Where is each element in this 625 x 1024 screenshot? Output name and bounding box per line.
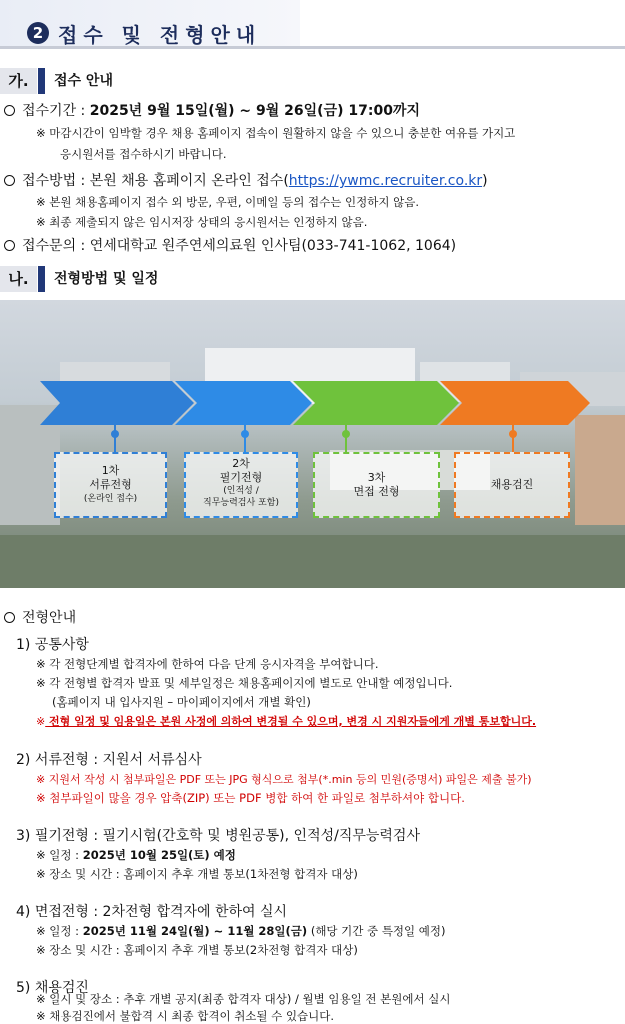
step-arrow-2 (175, 381, 312, 425)
common-note-2: ※ 각 전형별 합격자 발표 및 세부일정은 채용홈페이지에 별도로 안내할 예정입니다. (36, 676, 453, 690)
method-note-2: ※ 최종 제출되지 않은 임시저장 상태의 응시원서는 인정하지 않음. (36, 215, 368, 229)
step-2-detail-2: 직무능력검사 포함) (203, 498, 279, 508)
section-number-badge: 2 (27, 22, 49, 44)
bullet-icon (4, 105, 15, 116)
step-2-name: 필기전형 (219, 471, 263, 484)
step-3-name: 면접 전형 (353, 485, 400, 498)
health-note-1: ※ 일시 및 장소 : 추후 개별 공지(최종 합격자 대상) / 월별 임용일 전 본원에서 실시 (36, 992, 451, 1006)
step-arrow-1 (40, 381, 194, 425)
connector-dot-4 (509, 430, 517, 438)
step-arrow-4 (440, 381, 590, 425)
period-note-2: 응시원서를 접수하시기 바랍니다. (60, 147, 227, 161)
written-test-title: 3) 필기전형 : 필기시험(간호학 및 병원공통), 인적성/직무능력검사 (16, 828, 420, 844)
written-note-1 (36, 847, 236, 863)
doc-note-2: ※ 첨부파일이 많을 경우 압축(ZIP) 또는 PDF 병합 하여 한 파일로 첨부하셔야 합니다. (36, 791, 465, 805)
common-note-4-mark: ※ (36, 715, 46, 728)
common-note-3: (홈페이지 내 입사지원 – 마이페이지에서 개별 확인) (52, 695, 311, 709)
step-box-2 (184, 452, 298, 518)
step-4-name: 채용검진 (490, 478, 534, 491)
interview-date: 2025년 11월 24일(월) ~ 11월 28일(금) (82, 924, 308, 938)
step-arrow-3 (293, 381, 459, 425)
method-line (22, 170, 488, 190)
step-1-stage: 1차 (101, 464, 120, 477)
step-box-4 (454, 452, 570, 518)
interview-note-1-label: ※ 일정 : (36, 924, 83, 938)
step-3-stage: 3차 (367, 471, 386, 484)
step-1-name: 서류전형 (89, 478, 132, 491)
written-note-1-label: ※ 일정 : (36, 848, 83, 862)
period-line (22, 100, 420, 120)
period-label: 접수기간 : (22, 103, 90, 119)
step-2-detail-1: (인적성 / (223, 486, 259, 496)
interview-title: 4) 면접전형 : 2차전형 합격자에 한하여 실시 (16, 904, 288, 920)
period-value: 2025년 9월 15일(월) ~ 9월 26일(금) 17:00까지 (89, 103, 420, 119)
section-b-label: 나. (0, 266, 37, 292)
method-close: ) (482, 173, 488, 189)
period-note-1: ※ 마감시간이 임박할 경우 채용 홈페이지 접속이 원활하지 않을 수 있으니 충분한 여유를 가지고 (36, 126, 516, 140)
connector-dot-1 (111, 430, 119, 438)
step-1-detail: (온라인 접수) (83, 494, 138, 504)
page-title: 접수 및 전형안내 (58, 23, 262, 47)
step-2-stage: 2차 (232, 457, 250, 470)
common-note-4-text: 전형 일정 및 임용일은 본원 사정에 의하여 변경될 수 있으며, 변경 시 지원자들에게 개별 통보합니다. (45, 715, 537, 728)
section-a-label: 가. (0, 68, 37, 94)
written-note-2: ※ 장소 및 시간 : 홈페이지 추후 개별 통보(1차전형 합격자 대상) (36, 867, 358, 881)
doc-note-1: ※ 지원서 작성 시 첨부파일은 PDF 또는 JPG 형식으로 첨부(*.min 등의 민원(증명서) 파일은 제출 불가) (36, 773, 532, 786)
method-label: 접수방법 : 본원 채용 홈페이지 온라인 접수( (22, 173, 289, 189)
section-a-bar (38, 68, 45, 94)
common-title: 1) 공통사항 (16, 637, 89, 653)
common-note-1: ※ 각 전형단계별 합격자에 한하여 다음 단계 응시자격을 부여합니다. (36, 657, 379, 671)
section-b-bar (38, 266, 45, 292)
interview-note-1 (36, 923, 446, 939)
connector-dot-2 (241, 430, 249, 438)
interview-note-1-suffix: (해당 기간 중 특정일 예정) (307, 924, 446, 938)
bullet-icon (4, 612, 15, 623)
interview-note-2: ※ 장소 및 시간 : 홈페이지 추후 개별 통보(2차전형 합격자 대상) (36, 943, 358, 957)
process-arrows (0, 381, 625, 425)
doc-screening-title: 2) 서류전형 : 지원서 서류심사 (16, 752, 202, 768)
health-check-title: 5) 채용검진 (16, 980, 89, 996)
written-date: 2025년 10월 25일(토) 예정 (82, 848, 236, 862)
step-box-1 (54, 452, 167, 518)
section-b-title: 전형방법 및 일정 (54, 271, 159, 287)
bullet-icon (4, 240, 15, 251)
connector-dot-3 (342, 430, 350, 438)
step-box-3 (313, 452, 440, 518)
method-note-1: ※ 본원 채용홈페이지 접수 외 방문, 우편, 이메일 등의 접수는 인정하지 않음. (36, 195, 419, 209)
bullet-icon (4, 175, 15, 186)
recruit-site-link[interactable]: https://ywmc.recruiter.co.kr (288, 173, 483, 189)
hospital-background-image (0, 300, 625, 588)
section-a-title: 접수 안내 (54, 73, 113, 89)
health-note-2: ※ 채용검진에서 불합격 시 최종 합격이 취소될 수 있습니다. (36, 1009, 335, 1023)
inquiry-line: 접수문의 : 연세대학교 원주연세의료원 인사팀(033-741-1062, 1064) (22, 238, 457, 254)
guide-heading: 전형안내 (22, 610, 77, 626)
common-note-4 (36, 713, 536, 729)
